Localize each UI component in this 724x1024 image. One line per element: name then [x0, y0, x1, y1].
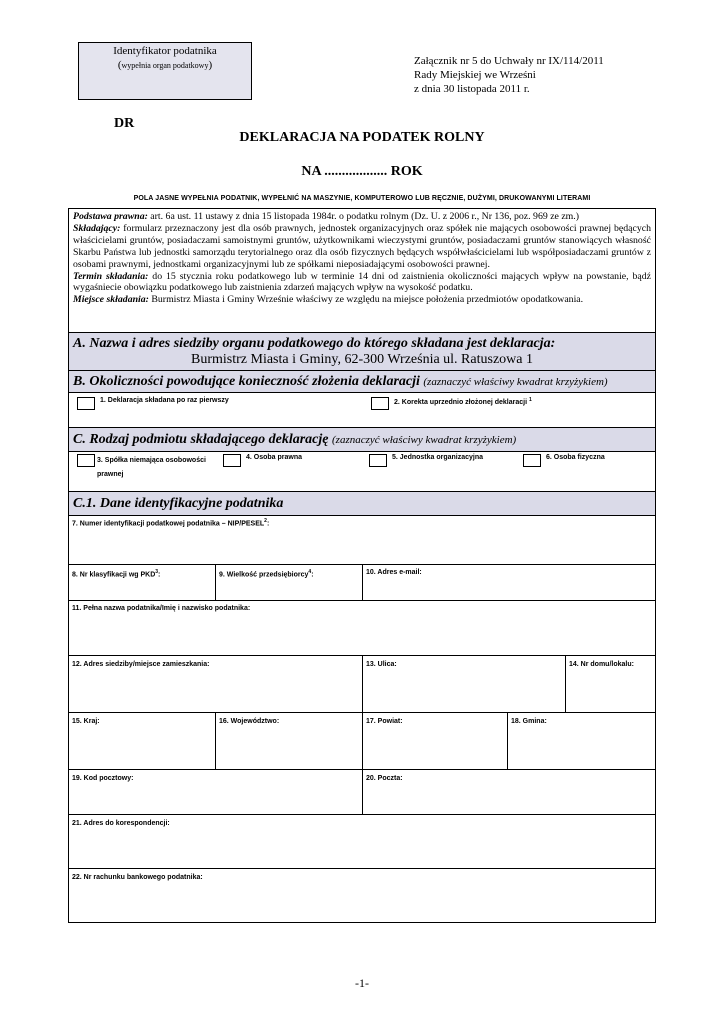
section-c1 [69, 492, 655, 516]
section-c-title: C. Rodzaj podmiotu składającego deklarację [73, 432, 329, 447]
page-number: -1- [355, 976, 369, 990]
row-pkd [69, 565, 655, 601]
row-nazwa [69, 601, 655, 656]
field-email[interactable]: 10. Adres e-mail: [366, 569, 422, 576]
legal-info: Podstawa prawna: art. 6a ust. 11 ustawy z dnia 15 listopada 1984r. o podatku rolnym (Dz. U. z 2006 r., Nr 136, poz. 969 ze zm.) Składający: formularz przeznaczony jest dla osób prawnych, jednostek organizacyjnych oraz spółek nie mających osobowości prawnej będących właścicielami gruntów, posiadaczami samoistnymi gruntów, użytkownikami wieczystymi gruntów, posiadaczami gruntów stanowiących własność Skarbu Państwa lub jednostki samorządu terytorialnego oraz dla osób fizycznych będących współwłaścicielami lub współposiadaczami gruntów z osobami prawnymi, jednostkami organizacyjnymi lub ze spółkami nieposiadającymi osobowości prawnej. Termin składania: do 15 stycznia roku podatkowego lub w terminie 14 dni od zaistnienia okoliczności mających wpływ na powstanie, bądź wygaśniecie obowiązku podatkowego lub zaistnienia zdarzeń mających wpływ na wysokość podatku. Miejsce składania: Burmistrz Miasta i Gminy Wrześnie właściwy ze względu na miejsce położenia przedmiotów opodatkowania. [69, 209, 655, 333]
tax-office-address: Burmistrz Miasta i Gminy, 62-300 Września ul. Ratuszowa 1 [191, 352, 533, 367]
section-b [69, 371, 655, 393]
field-nip[interactable]: 7. Numer identyfikacji podatkowej podatnika – NIP/PESEL$^2$: [72, 518, 270, 528]
row-korespondencja [69, 815, 655, 869]
row-adres [69, 656, 655, 713]
field-adres-korespondencji[interactable]: 21. Adres do korespondencji: [72, 820, 170, 827]
row-region [69, 713, 655, 770]
checkbox-osoba-fizyczna[interactable] [523, 454, 541, 467]
section-a [69, 333, 655, 371]
field-nr-domu[interactable]: 14. Nr domu/lokalu: [569, 661, 634, 668]
field-powiat[interactable]: 17. Powiat: [363, 713, 508, 769]
fill-instruction: POLA JASNE WYPEŁNIA PODATNIK, WYPEŁNIĆ NA MASZYNIE, KOMPUTEROWO LUB RĘCZNIE, DUŻYMI, DRUKOWANYMI LITERAMI [133, 195, 591, 202]
field-wojewodztwo[interactable]: 16. Województwo: [216, 713, 363, 769]
year-line: NA .................. ROK [301, 164, 423, 179]
section-c1-title: C.1. Dane identyfikacyjne podatnika [73, 496, 284, 511]
field-kod-pocztowy[interactable]: 19. Kod pocztowy: [69, 770, 363, 814]
field-rachunek-bankowy[interactable]: 22. Nr rachunku bankowego podatnika: [72, 874, 203, 881]
declaration-form [68, 208, 656, 923]
field-gmina[interactable]: 18. Gmina: [511, 718, 547, 725]
page-title: DEKLARACJA NA PODATEK ROLNY [239, 130, 485, 145]
checkbox-jednostka[interactable] [369, 454, 387, 467]
field-wielkosc[interactable]: 9. Wielkość przedsiębiorcy$^4$: [216, 565, 363, 600]
form-code: DR [114, 116, 135, 131]
section-c-note: (zaznaczyć właściwy kwadrat krzyżykiem) [332, 434, 517, 446]
section-b-options: 1. Deklaracja składana po raz pierwszy 2. Korekta uprzednio złożonej deklaracji $^1$ [69, 393, 655, 428]
identyfikator-box[interactable]: Identyfikator podatnika (wypełnia organ podatkowy) [78, 42, 252, 100]
section-b-title: B. Okoliczności powodujące konieczność złożenia deklaracji [73, 374, 420, 389]
section-c [69, 428, 655, 452]
field-ulica[interactable]: 13. Ulica: [363, 656, 566, 712]
field-adres-siedziby[interactable]: 12. Adres siedziby/miejsce zamieszkania: [69, 656, 363, 712]
row-nip [69, 516, 655, 565]
section-c-options: 3. Spółka niemająca osobowości prawnej 4. Osoba prawna 5. Jednostka organizacyjna 6. Osoba fizyczna [69, 452, 655, 492]
checkbox-first-declaration[interactable] [77, 397, 95, 410]
field-kraj[interactable]: 15. Kraj: [69, 713, 216, 769]
field-pkd[interactable]: 8. Nr klasyfikacji wg PKD$^3$: [69, 565, 216, 600]
field-poczta[interactable]: 20. Poczta: [366, 775, 403, 782]
section-b-note: (zaznaczyć właściwy kwadrat krzyżykiem) [423, 376, 608, 388]
section-a-title: A. Nazwa i adres siedziby organu podatkowego do którego składana jest deklaracja: [73, 336, 556, 351]
row-poczta [69, 770, 655, 815]
zalacznik-note: Załącznik nr 5 do Uchwały nr IX/114/2011 Rady Miejskiej we Wrześni z dnia 30 listopada 2011 r. [414, 55, 604, 95]
field-nazwa[interactable]: 11. Pełna nazwa podatnika/Imię i nazwisko podatnika: [72, 605, 251, 612]
identyfikator-note: wypełnia organ podatkowy [121, 61, 209, 70]
identyfikator-label: Identyfikator podatnika [113, 45, 217, 57]
checkbox-spolka[interactable] [77, 454, 95, 467]
checkbox-osoba-prawna[interactable] [223, 454, 241, 467]
row-rachunek [69, 869, 655, 922]
checkbox-correction[interactable] [371, 397, 389, 410]
